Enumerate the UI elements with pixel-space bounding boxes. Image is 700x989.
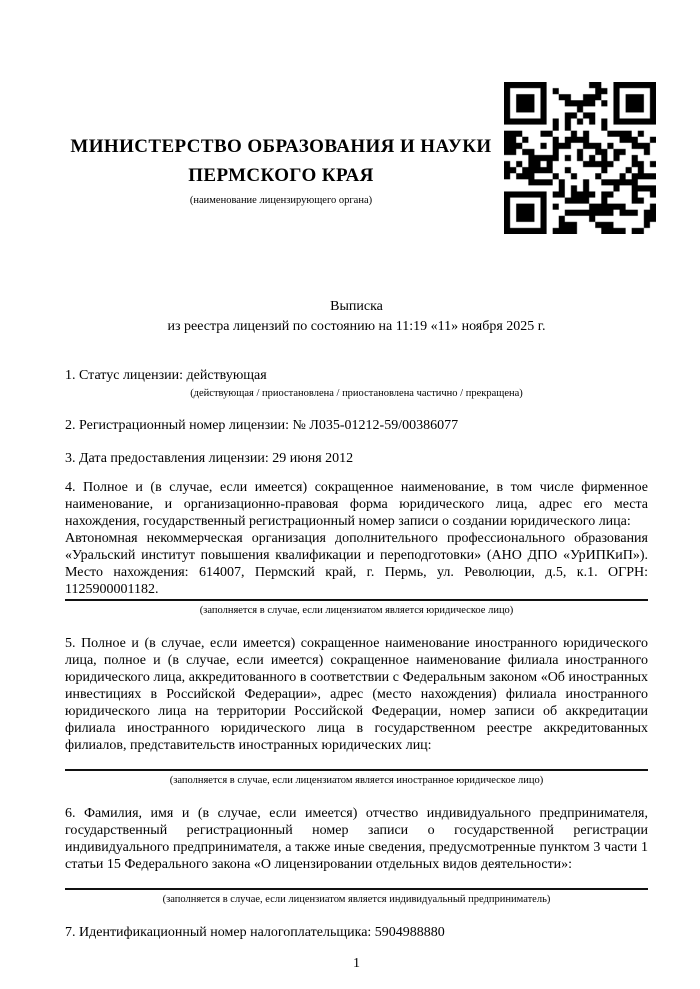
document-subtitle: из реестра лицензий по состоянию на 11:19 «11» ноября 2025 г. bbox=[167, 319, 546, 334]
license-status-text: 1. Статус лицензии: действующая bbox=[65, 368, 267, 383]
authority-caption: (наименование лицензирующего органа) bbox=[189, 195, 373, 206]
registration-number-text: 2. Регистрационный номер лицензии: № Л035-01212-59/00386077 bbox=[65, 418, 459, 433]
taxpayer-number-text: 7. Идентификационный номер налогоплательщика: 5904988880 bbox=[65, 925, 445, 940]
item-grant-date bbox=[65, 450, 648, 467]
legal-entity-intro: 4. Полное и (в случае, если имеется) сокращенное наименование, в том числе фирменное наименование, и организационно-правовая форма юридического лица, адрес его места нахождения, государственный регистрационный номер записи о создании юридического лица: bbox=[65, 480, 648, 529]
item-registration-number bbox=[65, 417, 648, 434]
individual-entrepreneur-blank-line bbox=[65, 888, 648, 890]
license-status-options-caption: (действующая / приостановлена / приостановлена частично / прекращена) bbox=[190, 388, 523, 399]
document-body bbox=[65, 367, 648, 972]
document-title: Выписка bbox=[330, 299, 383, 314]
foreign-entity-blank-line bbox=[65, 769, 648, 771]
legal-entity-caption: (заполняется в случае, если лицензиатом является юридическое лицо) bbox=[199, 605, 514, 616]
document-title-block bbox=[65, 297, 648, 337]
qr-code-icon bbox=[504, 82, 656, 234]
individual-entrepreneur-caption: (заполняется в случае, если лицензиатом является индивидуальный предприниматель) bbox=[162, 894, 551, 905]
individual-entrepreneur-intro: 6. Фамилия, имя и (в случае, если имеется) отчество индивидуального предпринимателя, государственный регистрационный номер записи о государственной регистрации индивидуального предпринимателя, а также иные сведения, предусмотренные пунктом 3 части 1 статьи 15 Федерального закона «О лицензировании отдельных видов деятельности»: bbox=[65, 806, 648, 872]
item-legal-entity bbox=[65, 479, 648, 617]
item-foreign-entity bbox=[65, 635, 648, 787]
item-individual-entrepreneur bbox=[65, 805, 648, 906]
item-taxpayer-number bbox=[65, 924, 648, 941]
licensing-authority-block bbox=[65, 0, 497, 207]
foreign-entity-caption: (заполняется в случае, если лицензиатом является иностранное юридическое лицо) bbox=[169, 775, 544, 786]
authority-name-line1: МИНИСТЕРСТВО ОБРАЗОВАНИЯ И НАУКИ bbox=[70, 136, 492, 157]
legal-entity-underline bbox=[65, 599, 648, 601]
authority-name-line2: ПЕРМСКОГО КРАЯ bbox=[188, 165, 374, 186]
item-license-status bbox=[65, 367, 648, 400]
grant-date-text: 3. Дата предоставления лицензии: 29 июня 2012 bbox=[65, 451, 354, 466]
foreign-entity-intro: 5. Полное и (в случае, если имеется) сокращенное наименование иностранного юридического лица, полное и (в случае, если имеется) сокращенное наименование филиала иностранного юридического лица, аккредитованного в соответствии с Федеральным законом «Об иностранных инвестициях в Российской Федерации», адрес (место нахождения) филиала иностранного юридического лица на территории Российской Федерации, номер записи об аккредитации филиала иностранного юридического лица в государственном реестре аккредитованных филиалов, представительств иностранных юридических лиц: bbox=[65, 636, 648, 753]
page-number: 1 bbox=[353, 956, 360, 971]
legal-entity-value: Автономная некоммерческая организация дополнительного профессионального образования «Уральский институт повышения квалификации и переподготовки» (АНО ДПО «УрИПКиП»). Место нахождения: 614007, Пермский край, г. Пермь, ул. Революции, д.5, к.1. ОГРН: 1125900001182. bbox=[65, 531, 648, 597]
